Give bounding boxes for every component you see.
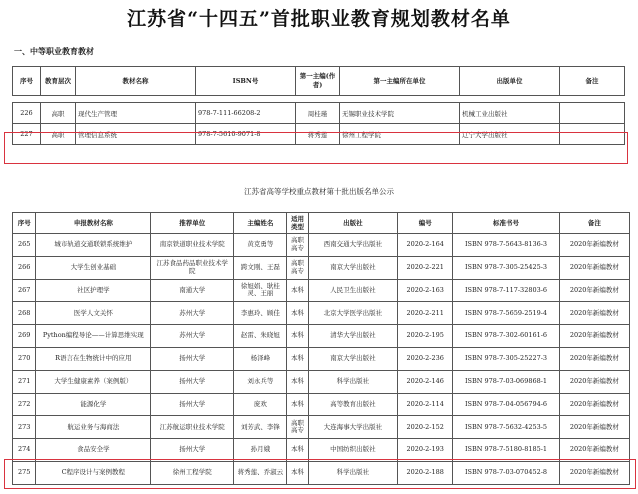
table-cell: 机械工业出版社 xyxy=(460,103,560,124)
table-cell: 航运业务与海商法 xyxy=(36,416,151,439)
table-cell: ISBN 978-7-305-25425-3 xyxy=(453,256,559,279)
table-cell: ISBN 978-7-04-056794-6 xyxy=(453,393,559,416)
header-cell: 适用类型 xyxy=(287,213,308,234)
table-cell: 管理信息系统 xyxy=(76,124,196,145)
table-cell: 科学出版社 xyxy=(308,461,397,484)
table-cell: 刘永兵等 xyxy=(234,370,287,393)
header-cell: 推荐单位 xyxy=(151,213,234,234)
table-cell: 南通大学 xyxy=(151,279,234,302)
table-cell: 269 xyxy=(13,325,36,348)
table-cell: 南京铁道职业技术学院 xyxy=(151,234,234,257)
table-cell: 227 xyxy=(13,124,41,145)
table-cell: 2020-2-164 xyxy=(398,234,453,257)
table-row xyxy=(13,370,630,393)
table-cell: 扬州大学 xyxy=(151,370,234,393)
table-cell: 2020年新编教材 xyxy=(559,416,629,439)
table-cell: 大学生健康素养（案例版） xyxy=(36,370,151,393)
table-cell: ISBN 978-7-302-60161-6 xyxy=(453,325,559,348)
table-cell: 高等教育出版社 xyxy=(308,393,397,416)
table-cell: 大连海事大学出版社 xyxy=(308,416,397,439)
header-cell: ISBN号 xyxy=(196,67,296,96)
table-cell xyxy=(560,124,625,145)
header-cell: 出版社 xyxy=(308,213,397,234)
table-cell: 蒋秀莲 xyxy=(296,124,340,145)
table-cell: 医学人文关怀 xyxy=(36,302,151,325)
table-cell: 徐州工程学院 xyxy=(340,124,460,145)
table-cell: 本科 xyxy=(287,393,308,416)
table-row xyxy=(13,461,630,484)
table-cell: 2020-2-188 xyxy=(398,461,453,484)
table-row xyxy=(13,439,630,462)
table-cell: 刘芳武、李锋 xyxy=(234,416,287,439)
table-cell: ISBN 978-7-5632-4253-5 xyxy=(453,416,559,439)
table-cell: 226 xyxy=(13,103,41,124)
header-cell: 备注 xyxy=(560,67,625,96)
header-cell: 教育层次 xyxy=(41,67,76,96)
header-cell: 申报教材名称 xyxy=(36,213,151,234)
table-cell: 2020年新编教材 xyxy=(559,325,629,348)
table-cell: 扬州大学 xyxy=(151,347,234,370)
table-row xyxy=(13,393,630,416)
table-cell: 2020年新编教材 xyxy=(559,302,629,325)
table-cell: 辽宁大学出版社 xyxy=(460,124,560,145)
table-row xyxy=(13,103,625,124)
table-cell: 266 xyxy=(13,256,36,279)
table-cell: R语言在生物统计中的应用 xyxy=(36,347,151,370)
table-cell: 高职 xyxy=(41,103,76,124)
table-cell: 杨泽峰 xyxy=(234,347,287,370)
table-cell: 北京大学医学出版社 xyxy=(308,302,397,325)
table-cell: ISBN 978-7-03-070452-8 xyxy=(453,461,559,484)
table-row xyxy=(13,302,630,325)
table-cell: 跨文刚、王磊 xyxy=(234,256,287,279)
table-cell: 265 xyxy=(13,234,36,257)
table-cell: 267 xyxy=(13,279,36,302)
header-cell: 主编姓名 xyxy=(234,213,287,234)
table-cell: 南京大学出版社 xyxy=(308,347,397,370)
table-cell: 275 xyxy=(13,461,36,484)
table-cell: 本科 xyxy=(287,302,308,325)
table-cell: 2020-2-152 xyxy=(398,416,453,439)
table-cell: 274 xyxy=(13,439,36,462)
table-row xyxy=(13,234,630,257)
table-cell: 本科 xyxy=(287,439,308,462)
table-cell: 庞欢 xyxy=(234,393,287,416)
table-row xyxy=(13,279,630,302)
table-cell: 江苏食品药品职业技术学院 xyxy=(151,256,234,279)
table-cell: 2020年新编教材 xyxy=(559,393,629,416)
header-cell: 第一主编(作者) xyxy=(296,67,340,96)
table-cell: 食品安全学 xyxy=(36,439,151,462)
table-cell: Python编程导论——计算思维实现 xyxy=(36,325,151,348)
table-gap-row xyxy=(13,96,625,103)
table-cell: 中国纺织出版社 xyxy=(308,439,397,462)
table-cell: 2020年新编教材 xyxy=(559,439,629,462)
table-cell: 2020-2-114 xyxy=(398,393,453,416)
table-cell: 高职高专 xyxy=(287,256,308,279)
table-cell: 2020年新编教材 xyxy=(559,370,629,393)
table-cell: 本科 xyxy=(287,279,308,302)
table-cell: ISBN 978-7-03-069868-1 xyxy=(453,370,559,393)
table-cell: 2020年新编教材 xyxy=(559,347,629,370)
table-cell: 城市轨道交通联锁系统维护 xyxy=(36,234,151,257)
table-cell: 本科 xyxy=(287,461,308,484)
table-cell: ISBN 978-7-305-25227-3 xyxy=(453,347,559,370)
table-cell: 扬州大学 xyxy=(151,393,234,416)
section-title: 一、中等职业教育教材 xyxy=(14,46,94,56)
header-cell: 序号 xyxy=(13,213,36,234)
table-cell: 本科 xyxy=(287,370,308,393)
table-cell: 2020年新编教材 xyxy=(559,279,629,302)
table-cell: 本科 xyxy=(287,325,308,348)
table-cell xyxy=(560,103,625,124)
table-cell: 978-7-5610-9071-8 xyxy=(196,124,296,145)
table-cell: 徐州工程学院 xyxy=(151,461,234,484)
table-cell: 现代生产管理 xyxy=(76,103,196,124)
table-cell: 大学生创业基础 xyxy=(36,256,151,279)
table-cell: 赵雷、朱晓旭 xyxy=(234,325,287,348)
table-cell: ISBN 978-7-5659-2519-4 xyxy=(453,302,559,325)
table-cell: ISBN 978-7-5643-8136-3 xyxy=(453,234,559,257)
table-cell: ISBN 978-7-117-32803-6 xyxy=(453,279,559,302)
table-row xyxy=(13,416,630,439)
table-cell: 2020-2-195 xyxy=(398,325,453,348)
table-cell: 黄克勇等 xyxy=(234,234,287,257)
table-cell: 人民卫生出版社 xyxy=(308,279,397,302)
table-cell: 高职 xyxy=(41,124,76,145)
table-row xyxy=(13,325,630,348)
table-row xyxy=(13,124,625,145)
header-cell: 教材名称 xyxy=(76,67,196,96)
table-cell: ISBN 978-7-5180-8185-1 xyxy=(453,439,559,462)
table-cell: 李惠玲、顾佳 xyxy=(234,302,287,325)
table-cell: 2020-2-236 xyxy=(398,347,453,370)
table-row xyxy=(13,347,630,370)
table-cell: 高职高专 xyxy=(287,416,308,439)
table-cell: 272 xyxy=(13,393,36,416)
vocational-textbook-table xyxy=(12,66,625,145)
table-cell: 2020年新编教材 xyxy=(559,256,629,279)
header-cell: 序号 xyxy=(13,67,41,96)
table2-title: 江苏省高等学校重点教材第十批出版名单公示 xyxy=(244,187,394,196)
table-cell: 周桂瑾 xyxy=(296,103,340,124)
table-cell: 社区护理学 xyxy=(36,279,151,302)
table-cell: 清华大学出版社 xyxy=(308,325,397,348)
table-cell: 978-7-111-66208-2 xyxy=(196,103,296,124)
table-cell: 南京大学出版社 xyxy=(308,256,397,279)
table-cell: 江苏航运职业技术学院 xyxy=(151,416,234,439)
key-textbook-table xyxy=(12,212,630,485)
table-cell: C程序设计与案例教程 xyxy=(36,461,151,484)
table-row xyxy=(13,256,630,279)
table-cell: 268 xyxy=(13,302,36,325)
table-cell: 西南交通大学出版社 xyxy=(308,234,397,257)
table-header-row xyxy=(13,67,625,96)
table-cell: 270 xyxy=(13,347,36,370)
table-header-row xyxy=(13,213,630,234)
table-cell: 2020-2-193 xyxy=(398,439,453,462)
table-cell: 苏州大学 xyxy=(151,325,234,348)
table-cell: 2020年新编教材 xyxy=(559,461,629,484)
table-cell: 2020年新编教材 xyxy=(559,234,629,257)
header-cell: 编号 xyxy=(398,213,453,234)
table-cell: 2020-2-163 xyxy=(398,279,453,302)
header-cell: 备注 xyxy=(559,213,629,234)
table-cell: 科学出版社 xyxy=(308,370,397,393)
table-cell: 孙月娥 xyxy=(234,439,287,462)
table-cell: 能源化学 xyxy=(36,393,151,416)
header-cell: 出版单位 xyxy=(460,67,560,96)
table-cell: 271 xyxy=(13,370,36,393)
table-cell: 273 xyxy=(13,416,36,439)
table-cell: 无锡职业技术学院 xyxy=(340,103,460,124)
table-cell: 高职高专 xyxy=(287,234,308,257)
table-cell: 徐旭娟、耿桂灵、王丽 xyxy=(234,279,287,302)
table-cell: 2020-2-146 xyxy=(398,370,453,393)
table-cell: 扬州大学 xyxy=(151,439,234,462)
table-cell: 本科 xyxy=(287,347,308,370)
header-cell: 标准书号 xyxy=(453,213,559,234)
header-cell: 第一主编所在单位 xyxy=(340,67,460,96)
table-cell: 苏州大学 xyxy=(151,302,234,325)
table-cell: 2020-2-221 xyxy=(398,256,453,279)
page-title: 江苏省“十四五”首批职业教育规划教材名单 xyxy=(127,8,511,30)
table-cell: 2020-2-211 xyxy=(398,302,453,325)
table-cell: 蒋秀莲、乔淑云 xyxy=(234,461,287,484)
